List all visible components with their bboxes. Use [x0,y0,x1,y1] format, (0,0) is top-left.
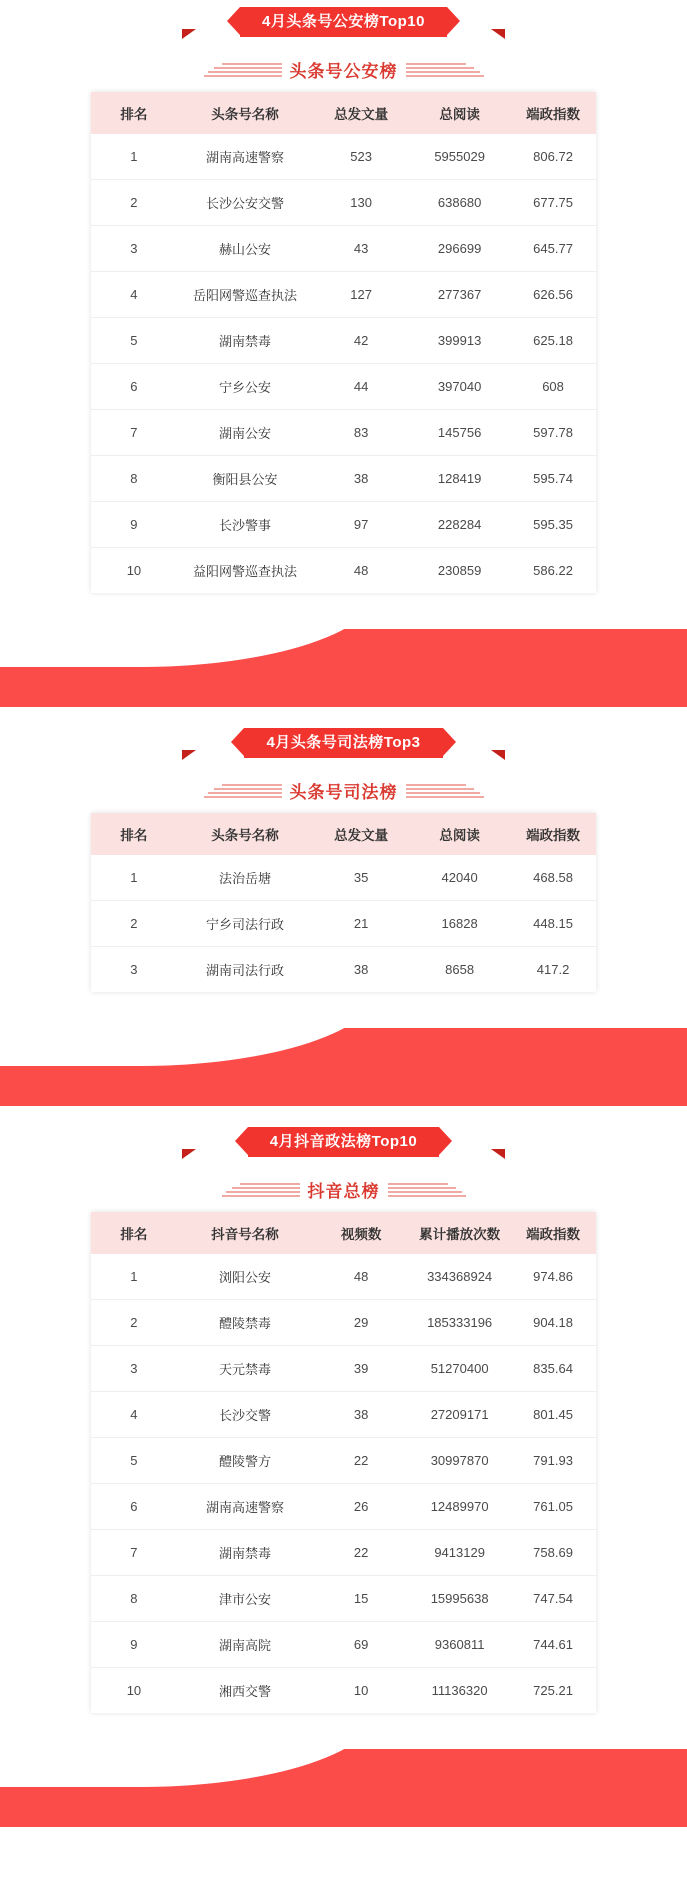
table-cell: 145756 [409,410,510,456]
table-cell: 10 [126,1683,142,1698]
table-column-header: 头条号名称 [177,813,313,855]
decorative-stripes-left [204,782,282,798]
table-column-header: 视频数 [313,1212,409,1254]
red-wave-divider [0,611,687,707]
section-spacer [0,707,687,721]
table-row [91,364,596,410]
table-cell: 8658 [445,962,475,977]
table-cell: 15 [313,1576,409,1622]
table-cell: 5 [91,318,177,364]
section-subtitle-label: 抖音总榜 [307,1181,380,1201]
table-cell: 2 [91,180,177,226]
table-cell: 29 [313,1300,409,1346]
table-cell: 417.2 [536,962,570,977]
red-wave-divider [0,1731,687,1827]
table-column-header: 端政指数 [510,92,596,134]
table-cell: 597.78 [510,410,596,456]
table-row [91,134,596,180]
ribbon-tail-left-icon [182,750,196,760]
table-cell: 35 [313,855,409,901]
table-cell: 608 [510,364,596,410]
table-cell: 醴陵警方 [177,1438,313,1484]
table-row [91,1392,596,1438]
table-cell: 595.74 [510,456,596,502]
table-cell: 523 [313,134,409,180]
ranking-table [91,92,596,593]
table-header-row [91,92,596,134]
ranking-table-card [91,92,596,593]
section-subtitle [0,767,687,813]
table-cell: 8 [91,456,177,502]
table-cell: 醴陵禁毒 [177,1300,313,1346]
table-row [91,1438,596,1484]
table-cell: 791.93 [510,1438,596,1484]
section-banner [0,721,687,765]
table-cell: 5 [91,1438,177,1484]
ribbon-tail-right-icon [491,750,505,760]
table-cell: 湖南高速警察 [177,134,313,180]
table-cell: 725.21 [533,1683,573,1698]
table-cell: 赫山公安 [177,226,313,272]
table-cell: 645.77 [510,226,596,272]
table-row [91,947,596,993]
table-cell: 638680 [409,180,510,226]
table-cell: 天元禁毒 [177,1346,313,1392]
table-column-header: 总阅读 [409,813,510,855]
table-row [91,1622,596,1668]
table-column-header: 排名 [91,92,177,134]
table-cell: 468.58 [510,855,596,901]
decorative-stripes-right [406,61,484,77]
section-subtitle [0,46,687,92]
table-row [91,1668,596,1714]
table-cell: 4 [91,272,177,318]
table-cell: 801.45 [510,1392,596,1438]
table-cell: 6 [91,1484,177,1530]
table-cell: 8 [91,1576,177,1622]
table-row [91,548,596,594]
table-cell: 4 [91,1392,177,1438]
table-cell: 39 [313,1346,409,1392]
table-cell: 83 [313,410,409,456]
table-column-header: 总阅读 [409,92,510,134]
section-subtitle-label: 头条号司法榜 [289,782,398,802]
table-cell: 5955029 [409,134,510,180]
ranking-table-card [91,1212,596,1713]
ranking-table [91,813,596,992]
table-cell: 677.75 [510,180,596,226]
table-cell: 7 [91,410,177,456]
section-banner-label: 4月头条号司法榜Top3 [244,728,442,759]
table-column-header: 总发文量 [313,813,409,855]
table-column-header: 排名 [91,813,177,855]
table-cell: 10 [353,1683,369,1698]
table-cell: 38 [313,1392,409,1438]
table-cell: 9 [91,1622,177,1668]
table-cell: 湖南禁毒 [177,1530,313,1576]
table-cell: 1 [91,1254,177,1300]
table-cell: 334368924 [409,1254,510,1300]
table-cell: 9 [91,502,177,548]
red-wave-divider [0,1010,687,1106]
table-cell: 15995638 [409,1576,510,1622]
table-cell: 11136320 [431,1683,488,1698]
table-cell: 595.35 [510,502,596,548]
section-banner-label: 4月头条号公安榜Top10 [240,7,447,38]
section-banner [0,1120,687,1164]
table-cell: 127 [313,272,409,318]
table-cell: 27209171 [409,1392,510,1438]
table-row [91,180,596,226]
table-cell: 26 [313,1484,409,1530]
table-cell: 衡阳县公安 [177,456,313,502]
table-cell: 22 [313,1438,409,1484]
table-cell: 128419 [409,456,510,502]
table-cell: 16828 [409,901,510,947]
ranking-table [91,1212,596,1713]
table-column-header: 排名 [91,1212,177,1254]
table-cell: 湖南高速警察 [177,1484,313,1530]
table-cell: 益阳网警巡查执法 [193,564,298,579]
table-cell: 30997870 [409,1438,510,1484]
table-cell: 296699 [409,226,510,272]
table-cell: 长沙交警 [177,1392,313,1438]
table-cell: 长沙公安交警 [177,180,313,226]
table-cell: 21 [313,901,409,947]
table-cell: 9360811 [409,1622,510,1668]
section-banner-label: 4月抖音政法榜Top10 [248,1127,439,1158]
table-cell: 湖南高院 [177,1622,313,1668]
table-row [91,1576,596,1622]
table-column-header: 累计播放次数 [409,1212,510,1254]
ribbon-tail-left-icon [182,1149,196,1159]
table-cell: 228284 [409,502,510,548]
table-cell: 湖南禁毒 [177,318,313,364]
section-banner [0,0,687,44]
ranking-section [0,0,687,707]
table-cell: 399913 [409,318,510,364]
table-row [91,272,596,318]
table-cell: 7 [91,1530,177,1576]
table-cell: 津市公安 [177,1576,313,1622]
table-cell: 974.86 [510,1254,596,1300]
table-cell: 97 [313,502,409,548]
table-cell: 9413129 [409,1530,510,1576]
table-cell: 51270400 [409,1346,510,1392]
decorative-stripes-left [222,1181,300,1197]
table-cell: 湖南公安 [177,410,313,456]
table-cell: 835.64 [510,1346,596,1392]
table-cell: 806.72 [510,134,596,180]
section-spacer [0,1106,687,1120]
section-subtitle [0,1166,687,1212]
table-column-header: 端政指数 [510,1212,596,1254]
table-cell: 1 [91,855,177,901]
table-cell: 277367 [409,272,510,318]
table-cell: 130 [313,180,409,226]
decorative-stripes-right [406,782,484,798]
table-cell: 586.22 [533,563,573,578]
ranking-section [0,1120,687,1827]
table-row [91,456,596,502]
table-cell: 747.54 [510,1576,596,1622]
table-cell: 761.05 [510,1484,596,1530]
table-cell: 3 [91,226,177,272]
table-cell: 长沙警事 [177,502,313,548]
table-cell: 42040 [409,855,510,901]
table-cell: 43 [313,226,409,272]
table-cell: 44 [313,364,409,410]
decorative-stripes-right [388,1181,466,1197]
table-row [91,855,596,901]
table-cell: 42 [313,318,409,364]
ranking-table-card [91,813,596,992]
table-cell: 397040 [409,364,510,410]
table-row [91,226,596,272]
table-row [91,1346,596,1392]
table-row [91,1484,596,1530]
table-cell: 浏阳公安 [177,1254,313,1300]
table-cell: 69 [313,1622,409,1668]
table-header-row [91,1212,596,1254]
ribbon-tail-left-icon [182,29,196,39]
table-cell: 2 [91,1300,177,1346]
table-cell: 12489970 [409,1484,510,1530]
table-cell: 625.18 [510,318,596,364]
table-header-row [91,813,596,855]
table-row [91,1530,596,1576]
table-cell: 38 [353,962,369,977]
table-cell: 448.15 [510,901,596,947]
table-cell: 湘西交警 [219,1684,272,1699]
table-column-header: 总发文量 [313,92,409,134]
table-row [91,1300,596,1346]
table-cell: 3 [91,1346,177,1392]
table-row [91,1254,596,1300]
table-column-header: 头条号名称 [177,92,313,134]
table-column-header: 端政指数 [510,813,596,855]
table-cell: 宁乡公安 [177,364,313,410]
table-cell: 岳阳网警巡查执法 [177,272,313,318]
table-cell: 38 [313,456,409,502]
table-cell: 6 [91,364,177,410]
table-cell: 湖南司法行政 [206,963,285,978]
table-row [91,502,596,548]
ranking-section [0,721,687,1106]
table-cell: 2 [91,901,177,947]
section-subtitle-label: 头条号公安榜 [289,61,398,81]
table-cell: 10 [126,563,142,578]
table-row [91,410,596,456]
table-cell: 758.69 [510,1530,596,1576]
table-row [91,901,596,947]
table-cell: 1 [91,134,177,180]
ribbon-tail-right-icon [491,1149,505,1159]
ribbon-tail-right-icon [491,29,505,39]
table-cell: 904.18 [510,1300,596,1346]
table-column-header: 抖音号名称 [177,1212,313,1254]
table-cell: 48 [353,563,369,578]
table-cell: 法治岳塘 [177,855,313,901]
table-row [91,318,596,364]
table-cell: 626.56 [510,272,596,318]
decorative-stripes-left [204,61,282,77]
table-cell: 744.61 [510,1622,596,1668]
table-cell: 48 [313,1254,409,1300]
table-cell: 230859 [437,563,482,578]
section-spacer [0,1827,687,1841]
table-cell: 宁乡司法行政 [177,901,313,947]
table-cell: 185333196 [409,1300,510,1346]
table-cell: 22 [313,1530,409,1576]
table-cell: 3 [130,962,138,977]
